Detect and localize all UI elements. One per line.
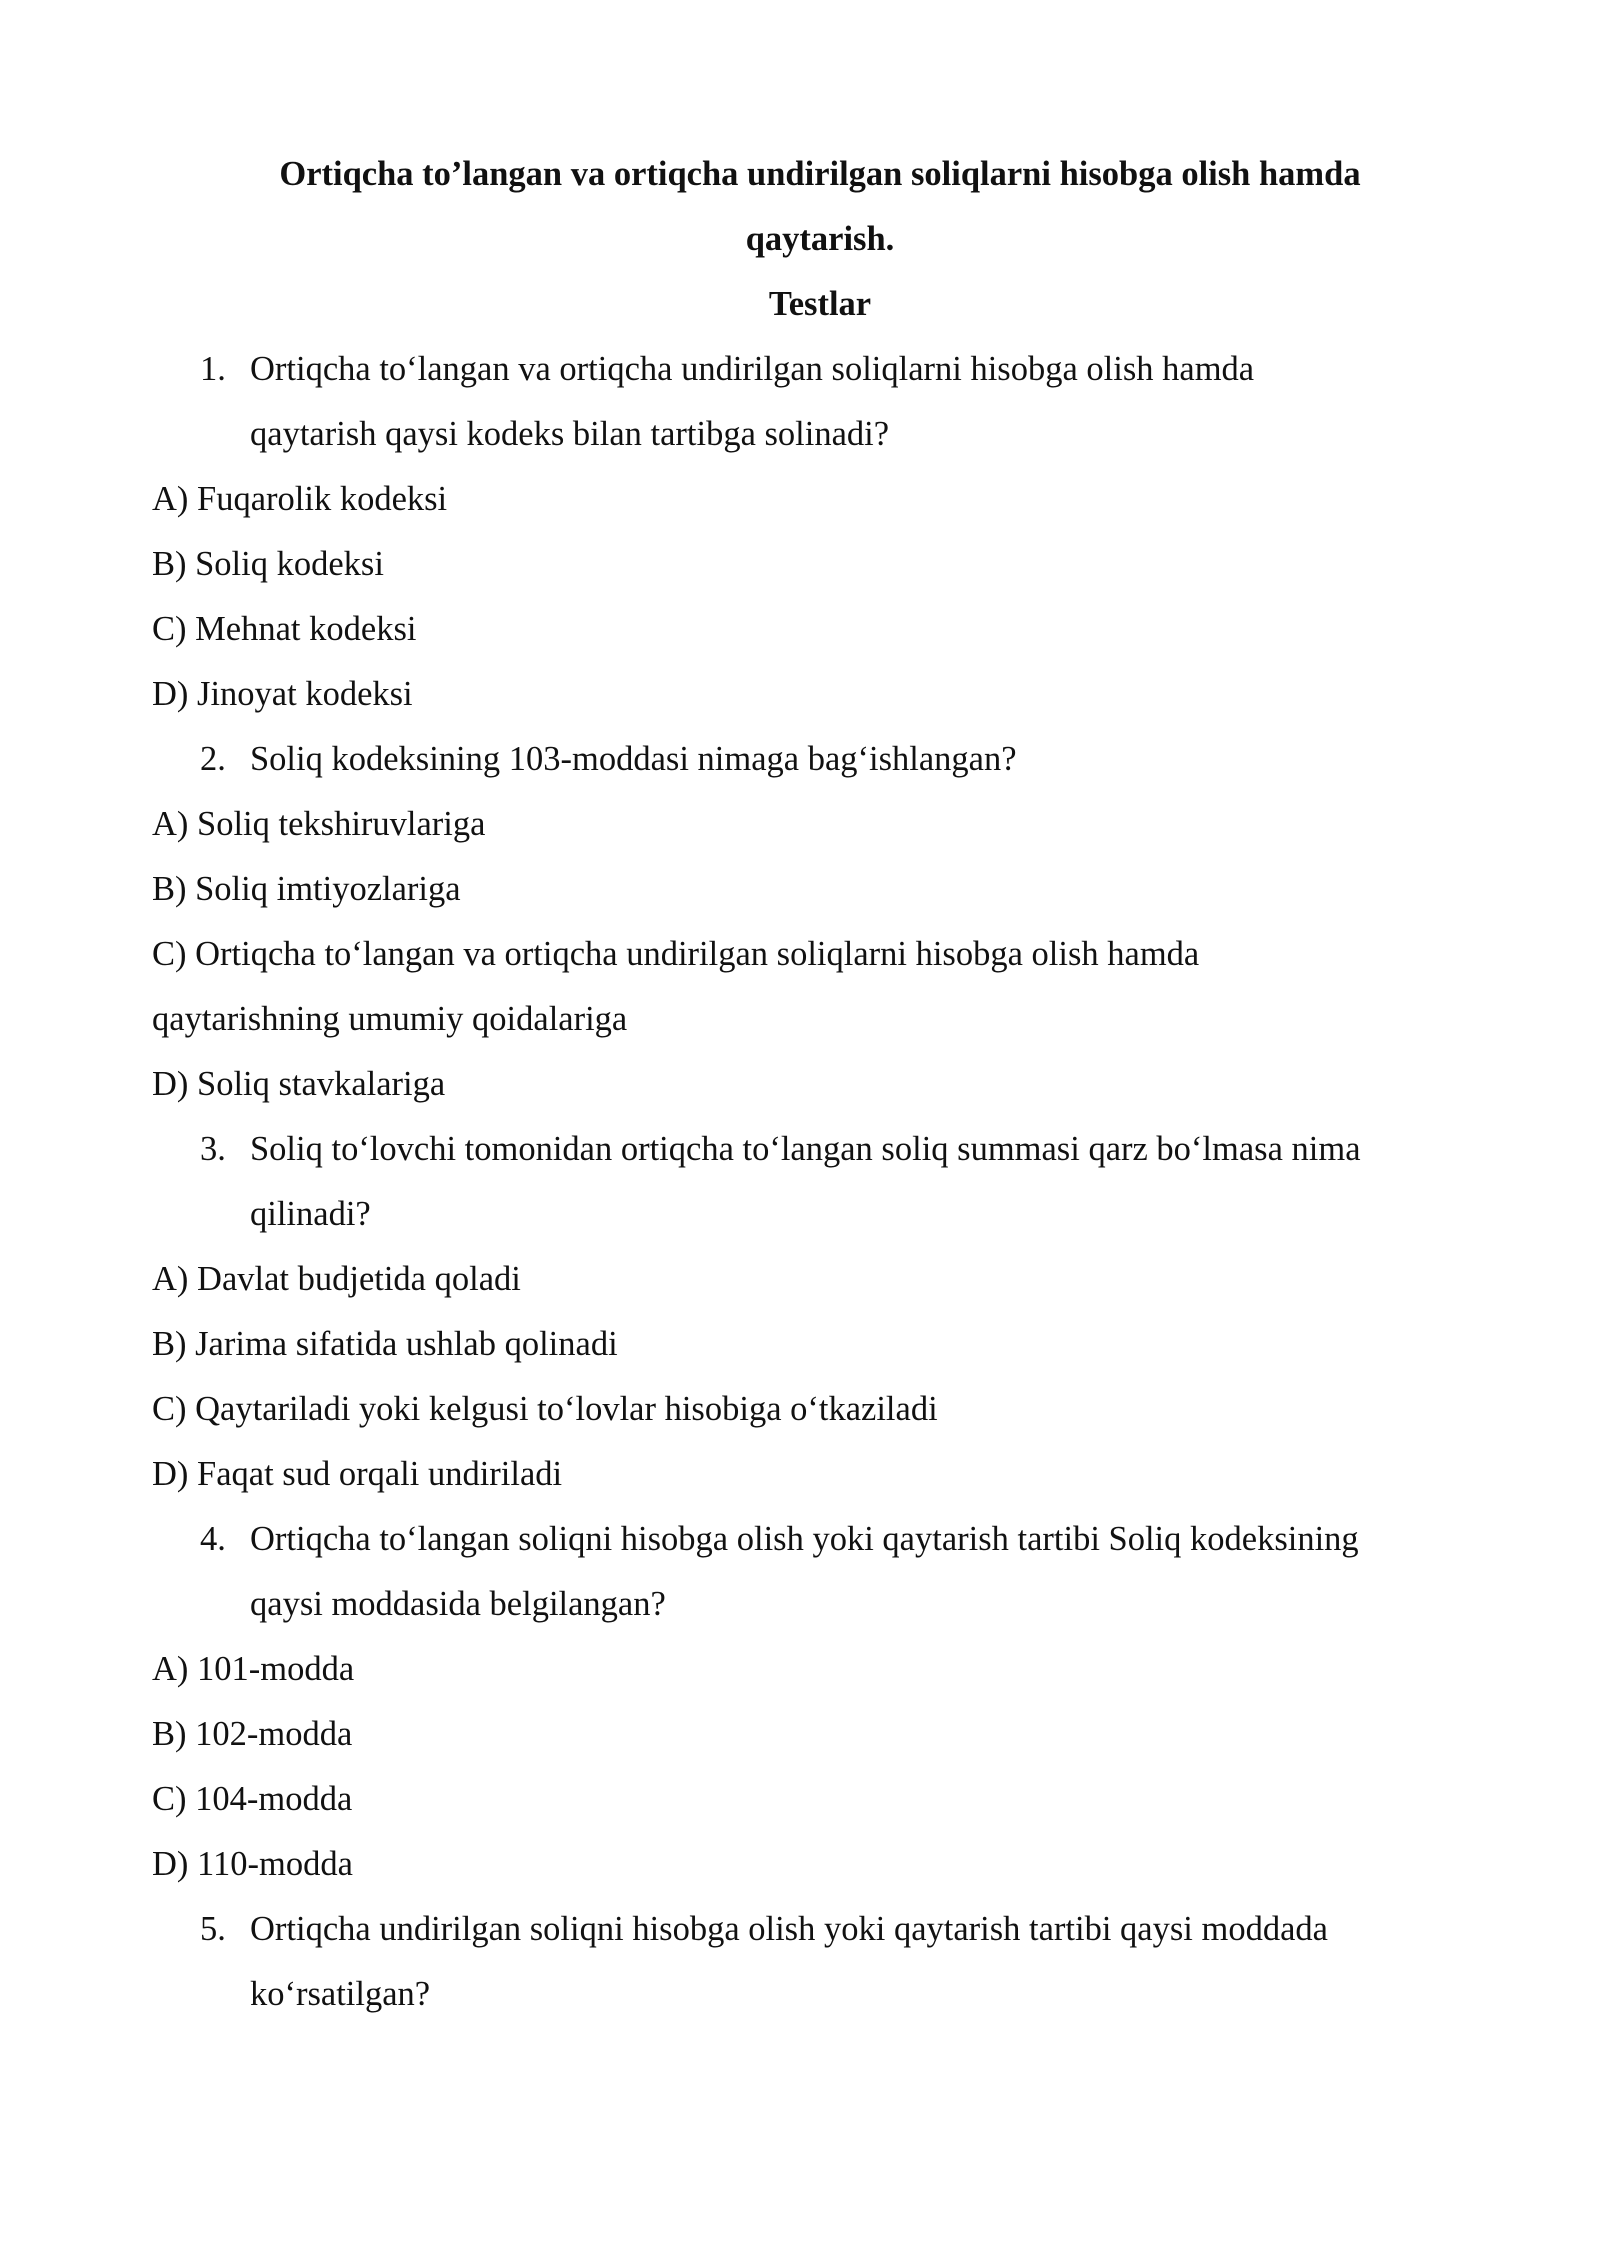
answer-option: A) Davlat budjetida qoladi <box>152 1260 521 1298</box>
document-title-line-2: qaytarish. <box>745 220 895 258</box>
question-number: 1. <box>200 350 226 388</box>
answer-option: D) Faqat sud orqali undiriladi <box>152 1455 563 1493</box>
answer-option: A) Soliq tekshiruvlariga <box>152 805 486 843</box>
question-text-line: Ortiqcha undirilgan soliqni hisobga olish yoki qaytarish tartibi qaysi moddada <box>250 1910 1328 1948</box>
answer-option: D) 110-modda <box>152 1845 353 1883</box>
answer-option: C) Qaytariladi yoki kelgusi to‘lovlar hisobiga o‘tkaziladi <box>152 1390 938 1428</box>
document-title-line-1: Ortiqcha to’langan va ortiqcha undirilgan soliqlarni hisobga olish hamda <box>279 155 1361 193</box>
question-text-line: qilinadi? <box>250 1195 371 1233</box>
question-text-line: Ortiqcha to‘langan soliqni hisobga olish yoki qaytarish tartibi Soliq kodeksining <box>250 1520 1359 1558</box>
question-text-line: Ortiqcha to‘langan va ortiqcha undirilgan soliqlarni hisobga olish hamda <box>250 350 1255 388</box>
answer-option: C) 104-modda <box>152 1780 353 1818</box>
question-text-line: qaytarish qaysi kodeks bilan tartibga solinadi? <box>250 415 890 453</box>
question-text-line: Soliq kodeksining 103-moddasi nimaga bag‘ishlangan? <box>250 740 1017 778</box>
answer-option: D) Soliq stavkalariga <box>152 1065 446 1103</box>
question-number: 3. <box>200 1130 226 1168</box>
answer-option: B) Soliq kodeksi <box>152 545 384 583</box>
answer-option: C) Mehnat kodeksi <box>152 610 417 648</box>
question-number: 5. <box>200 1910 226 1948</box>
answer-option: B) Soliq imtiyozlariga <box>152 870 461 908</box>
question-number: 2. <box>200 740 226 778</box>
question-text-line: qaysi moddasida belgilangan? <box>250 1585 666 1623</box>
question-text-line: ko‘rsatilgan? <box>250 1975 431 2013</box>
question-number: 4. <box>200 1520 226 1558</box>
answer-option: B) Jarima sifatida ushlab qolinadi <box>152 1325 618 1363</box>
answer-option: D) Jinoyat kodeksi <box>152 675 413 713</box>
answer-option: B) 102-modda <box>152 1715 353 1753</box>
answer-option: A) 101-modda <box>152 1650 355 1688</box>
answer-option-continuation: qaytarishning umumiy qoidalariga <box>152 1000 628 1038</box>
section-heading-testlar: Testlar <box>768 285 872 323</box>
question-text-line: Soliq to‘lovchi tomonidan ortiqcha to‘langan soliq summasi qarz bo‘lmasa nima <box>250 1130 1361 1168</box>
answer-option: A) Fuqarolik kodeksi <box>152 480 448 518</box>
answer-option: C) Ortiqcha to‘langan va ortiqcha undirilgan soliqlarni hisobga olish hamda <box>152 935 1200 973</box>
